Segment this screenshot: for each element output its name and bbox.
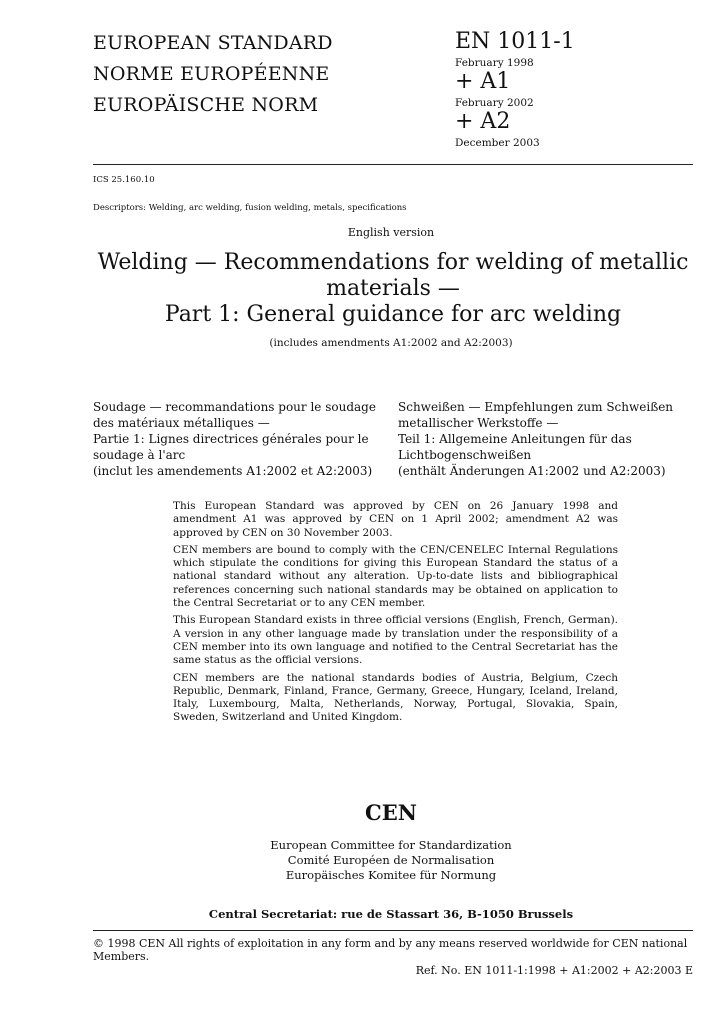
german-title-line: Lichtbogenschweißen xyxy=(398,448,532,462)
title-line: Part 1: General guidance for arc welding xyxy=(164,302,622,327)
french-title-line: des matériaux métalliques — xyxy=(93,416,270,430)
german-title-line: (enthält Änderungen A1:2002 und A2:2003) xyxy=(398,464,666,478)
amendment-a1: + A1 xyxy=(455,69,511,94)
title-line: Welding — Recommendations for welding of metallic xyxy=(97,250,689,275)
german-title-line: Schweißen — Empfehlungen zum Schweißen xyxy=(398,400,674,414)
standard-number-block xyxy=(455,30,575,150)
french-title-line: Partie 1: Lignes directrices générales pour le xyxy=(93,432,369,446)
paragraph-approval: This European Standard was approved by CEN on 26 January 1998 and amendment A1 was approved by CEN on 1 April 2002; amendment A2 was approved by CEN on 30 November 2003. xyxy=(173,500,618,539)
ics-code: ICS 25.160.10 xyxy=(93,175,155,185)
french-title-line: Soudage — recommandations pour le soudage xyxy=(93,400,376,414)
french-title-block xyxy=(93,399,388,479)
reference-number: Ref. No. EN 1011-1:1998 + A1:2002 + A2:2003 E xyxy=(415,964,693,977)
descriptors: Descriptors: Welding, arc welding, fusion welding, metals, specifications xyxy=(93,203,407,213)
organization-names xyxy=(0,838,724,883)
german-title-line: metallischer Werkstoffe — xyxy=(398,416,559,430)
cen-logo: CEN xyxy=(365,800,417,825)
header-divider xyxy=(93,164,693,165)
standard-number: EN 1011-1 xyxy=(455,29,575,54)
organization-name-german: Europäisches Komitee für Normung xyxy=(285,868,497,882)
title-line: materials — xyxy=(326,276,460,301)
paragraph-versions: This European Standard exists in three official versions (English, French, German). A version in any other language made by translation under the responsibility of a CEN member into its own language and notified to the Central Secretariat has the same status as the official versions. xyxy=(173,614,618,667)
standard-type-french: NORME EUROPÉENNE xyxy=(93,63,330,85)
approval-text xyxy=(173,500,618,729)
footer-divider xyxy=(93,930,693,931)
document-title xyxy=(93,250,693,328)
paragraph-obligations: CEN members are bound to comply with the CEN/CENELEC Internal Regulations which stipulate the conditions for giving this European Standard the status of a national standard without any alteration. Up-to-date lists and bibliographical references concerning such national standards may be obtained on application to the Central Secretariat or to any CEN member. xyxy=(173,543,618,610)
organization-name-french: Comité Européen de Normalisation xyxy=(287,853,495,867)
amendment-a2-date: December 2003 xyxy=(455,137,540,149)
french-title-line: soudage à l'arc xyxy=(93,448,186,462)
standard-date: February 1998 xyxy=(455,57,534,69)
amendment-a1-date: February 2002 xyxy=(455,97,534,109)
german-title-line: Teil 1: Allgemeine Anleitungen für das xyxy=(398,432,632,446)
standard-type-english: EUROPEAN STANDARD xyxy=(93,32,333,54)
secretariat-address: Central Secretariat: rue de Stassart 36, B-1050 Brussels xyxy=(208,907,574,921)
standard-type-block xyxy=(93,28,333,121)
german-title-block xyxy=(398,399,698,479)
paragraph-members: CEN members are the national standards bodies of Austria, Belgium, Czech Republic, Denmark, Finland, France, Germany, Greece, Hungary, Iceland, Ireland, Italy, Luxembourg, Malta, Netherlands, Norway, Portugal, Slovakia, Spain, Sweden, Switzerland and United Kingdom. xyxy=(173,671,618,724)
french-title-line: (inclut les amendements A1:2002 et A2:2003) xyxy=(93,464,373,478)
standard-type-german: EUROPÄISCHE NORM xyxy=(93,94,319,116)
amendments-note: (includes amendments A1:2002 and A2:2003) xyxy=(269,337,513,349)
organization-name-english: European Committee for Standardization xyxy=(270,838,512,852)
amendment-a2: + A2 xyxy=(455,109,511,134)
copyright-notice: © 1998 CEN All rights of exploitation in any form and by any means reserved worldwide for CEN national Members. xyxy=(93,937,688,963)
language-version: English version xyxy=(347,226,435,239)
